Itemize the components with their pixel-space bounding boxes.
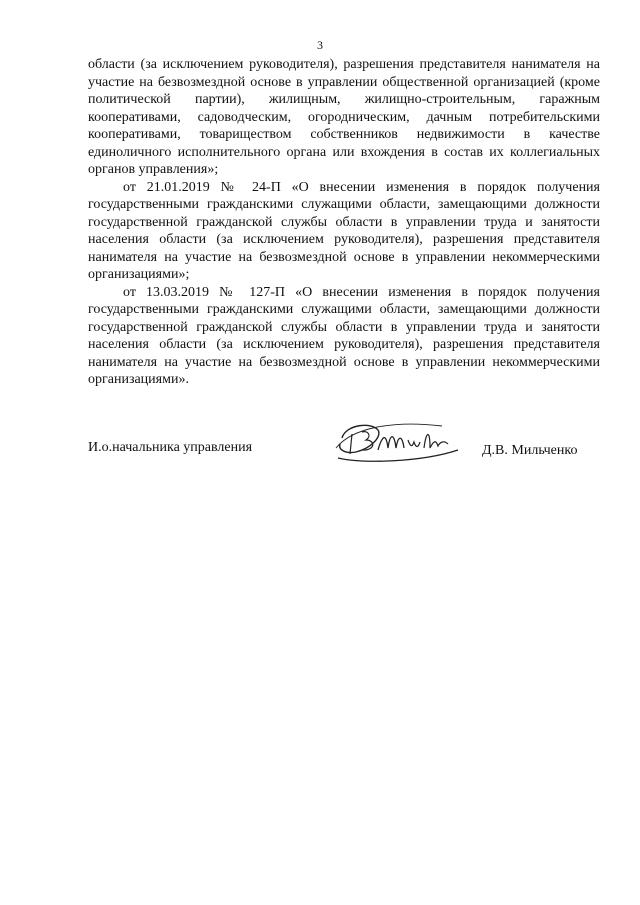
paragraph-continuation: области (за исключением руководителя), разрешения представителя нанимателя на участие на безвозмездной основе в управлении общественной организацией (кроме политической партии), жилищным, жилищно-строительным, гаражным кооперативами, садоводческим, огородническим, дачным потребительскими кооперативами, товариществом собственников недвижимости в качестве единоличного исполнительного органа или вхождения в состав их коллегиальных органов управления»; bbox=[88, 57, 600, 177]
handwritten-signature bbox=[332, 418, 464, 466]
signature-block bbox=[88, 418, 608, 468]
signatory-position: И.о.начальника управления bbox=[88, 440, 253, 455]
signatory-name: Д.В. Мильченко bbox=[482, 443, 578, 458]
page-number: 3 bbox=[317, 38, 323, 52]
paragraph-decree-24p: от 21.01.2019 № 24-П «О внесении изменения в порядок получения государственными гражданскими служащими области, замещающими должности государственной гражданской службы области в управлении труда и занятости населения области (за исключением руководителя), разрешения представителя нанимателя на участие на безвозмездной основе в управлении некоммерческими организациями»; bbox=[88, 179, 600, 282]
paragraph-decree-127p: от 13.03.2019 № 127-П «О внесении изменения в порядок получения государственными гражданскими служащими области, замещающими должности государственной гражданской службы области в управлении труда и занятости населения области (за исключением руководителя), разрешения представителя нанимателя на участие на безвозмездной основе в управлении некоммерческими организациями». bbox=[88, 284, 600, 387]
document-body bbox=[88, 56, 600, 389]
